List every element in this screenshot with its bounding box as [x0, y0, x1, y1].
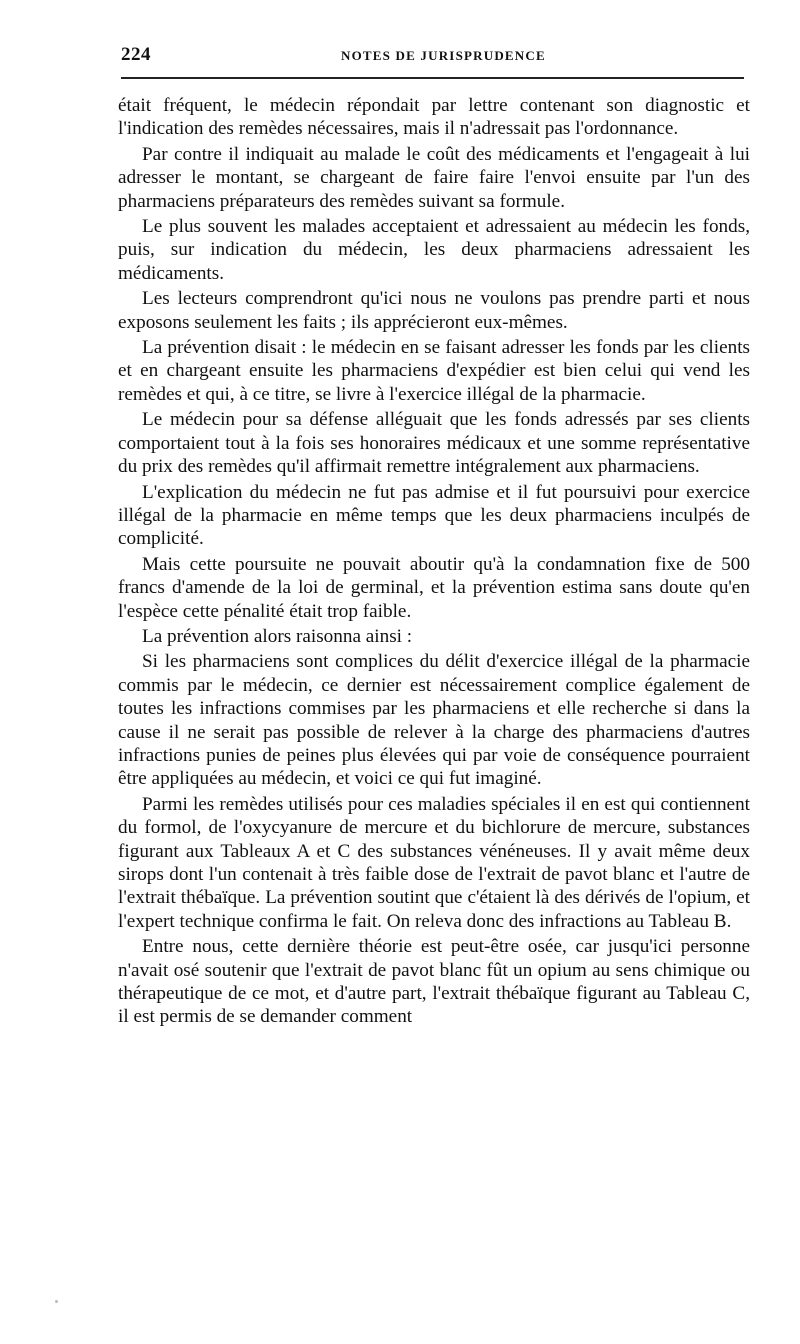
paragraph: Parmi les remèdes utilisés pour ces maladies spéciales il en est qui contiennent du formol, de l'oxycyanure de mercure et du bichlorure de mercure, substances figurant aux Tableaux A et C des substances vénéneuses. Il y avait même deux sirops dont l'un contenait à très faible dose de l'extrait de pavot blanc et l'autre de l'extrait thébaïque. La prévention soutint que c'étaient là des dérivés de l'opium, et l'expert technique confirma le fait. On releva donc des infractions au Tableau B. [118, 793, 750, 932]
page-header [121, 44, 744, 72]
body-text [118, 94, 750, 1031]
paragraph: La prévention disait : le médecin en se faisant adresser les fonds par les clients et en chargeant ensuite les pharmaciens d'expédier est bien celui qui vend les remèdes et qui, à ce titre, se livre à l'exercice illégal de la pharmacie. [118, 337, 750, 405]
paragraph: Par contre il indiquait au malade le coût des médicaments et l'engageait à lui adresser le montant, se chargeant de faire faire l'envoi ensuite par l'un des pharmaciens préparateurs des remèdes suivant sa formule. [118, 143, 750, 212]
paragraph: Le plus souvent les malades acceptaient et adressaient au médecin les fonds, puis, sur indication du médecin, les deux pharmaciens adressaient les médicaments. [118, 216, 750, 284]
header-rule [121, 77, 744, 79]
paragraph: Le médecin pour sa défense alléguait que les fonds adressés par ses clients comportaient tout à la fois ses honoraires médicaux et une somme représentative du prix des remèdes qu'il affirmait remettre intégralement aux pharmaciens. [118, 409, 750, 478]
paragraph: Si les pharmaciens sont complices du délit d'exercice illégal de la pharmacie commis par le médecin, ce dernier est nécessairement complice également de toutes les infractions commises par les pharmaciens et elle recherche si dans la cause il ne serait pas possible de relever à la charge des pharmaciens d'autres infractions punies de peines plus élevées qui par voie de conséquence pourraient être appliquées au médecin, et voici ce qui fut imaginé. [118, 651, 750, 790]
paper-speck [55, 1300, 58, 1303]
page-number: 224 [121, 44, 151, 65]
paragraph: Entre nous, cette dernière théorie est peut-être osée, car jusqu'ici personne n'avait osé soutenir que l'extrait de pavot blanc fût un opium au sens chimique ou thérapeutique de ce mot, et d'autre part, l'extrait thébaïque figurant au Tableau C, il est permis de se demander comment [118, 936, 750, 1028]
paragraph: Mais cette poursuite ne pouvait aboutir qu'à la condamnation fixe de 500 francs d'amende de la loi de germinal, et la prévention estima sans doute qu'en l'espèce cette pénalité était trop faible. [118, 553, 750, 622]
paragraph: était fréquent, le médecin répondait par lettre contenant son diagnostic et l'indication des remèdes nécessaires, mais il n'adressait pas l'ordonnance. [118, 95, 750, 140]
paragraph: L'explication du médecin ne fut pas admise et il fut poursuivi pour exercice illégal de la pharmacie en même temps que les deux pharmaciens inculpés de complicité. [118, 481, 750, 550]
running-title: NOTES DE JURISPRUDENCE [341, 48, 546, 63]
paragraph: La prévention alors raisonna ainsi : [142, 625, 413, 647]
paragraph: Les lecteurs comprendront qu'ici nous ne voulons pas prendre parti et nous exposons seulement les faits ; ils apprécieront eux-mêmes. [118, 288, 750, 333]
